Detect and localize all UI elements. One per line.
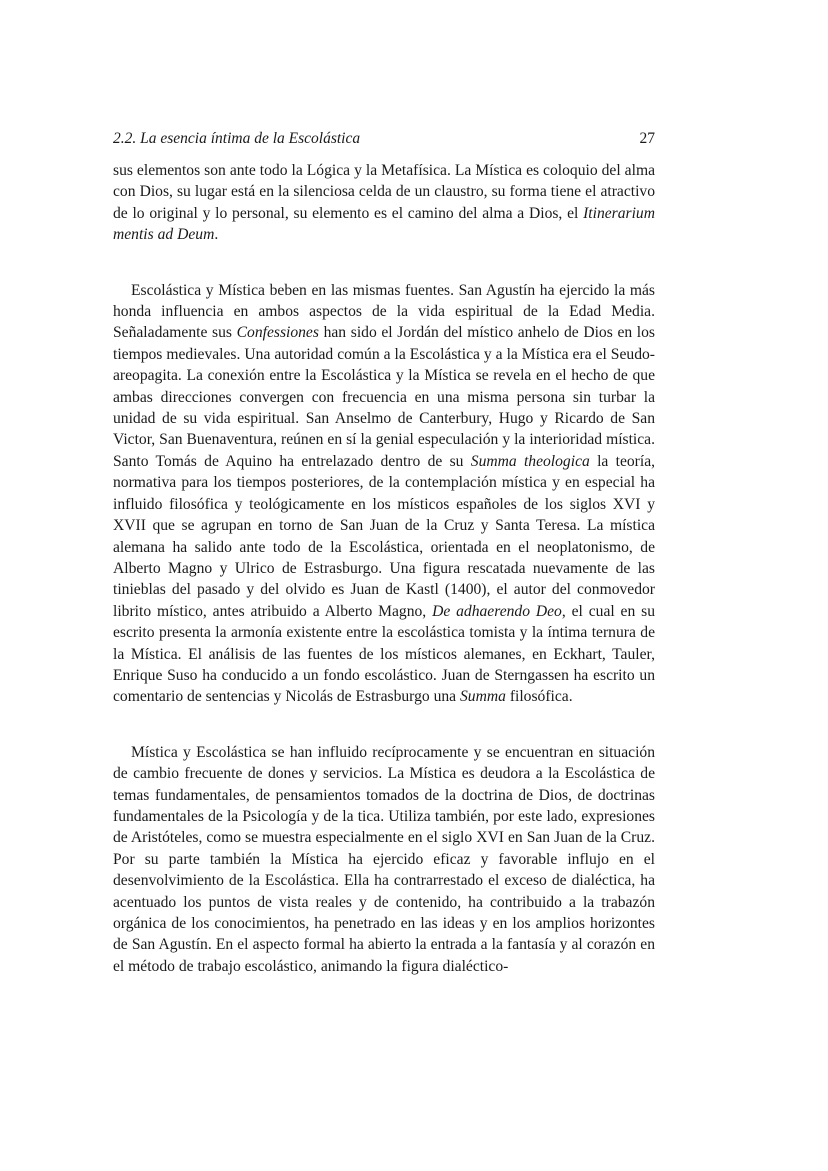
text-run: sus elementos son ante todo la Lógica y la Metafísica. La Mística es coloquio del alma con Dios, su lugar está en la silenciosa celda de un claustro, su forma tiene el atractivo de lo original y lo personal, su elemento es el camino del alma a Dios, el	[113, 162, 655, 222]
italic-term: Confessiones	[236, 324, 319, 342]
italic-term: Summa theologica	[470, 452, 590, 470]
italic-term: Itinerarium mentis ad Deum	[113, 204, 655, 244]
italic-term: Summa	[460, 688, 506, 706]
section-title: 2.2. La esencia íntima de la Escolástica	[113, 130, 361, 147]
text-run: .	[214, 226, 219, 244]
page	[113, 130, 655, 977]
text-run: han sido el Jordán del místico anhelo de Dios en los tiempos medievales. Una autoridad común a la Escolástica y a la Mística era el Seudo-areopagita. La conexión entre la Escolástica y la Mística se revela en el hecho de que ambas direcciones convergen con frecuencia en una misma persona sin turbar la unidad de su vida espiritual. San Anselmo de Canterbury, Hugo y Ricardo de San Victor, San Buenaventura, reúnen en sí la genial especulación y la interioridad mística. Santo Tomás de Aquino ha entrelazado dentro de su	[113, 324, 656, 470]
italic-term: De adhaerendo Deo	[432, 602, 562, 620]
paragraph-2	[113, 280, 655, 708]
running-header	[113, 130, 655, 148]
text-run: Escolástica y Mística beben en las mismas fuentes. San Agustín ha ejercido la más honda influencia en ambos aspectos de la vida espiritual de la Edad Media. Señaladamente sus	[113, 281, 655, 342]
text-run: la teoría, normativa para los tiempos posteriores, de la contemplación mística y en especial ha influido filosófica y teológicamente en los místicos españoles de los siglos XVI y XVII que se agrupan en torno de San Juan de la Cruz y Santa Teresa. La mística alemana ha salido ante todo de la Escolástica, orientada en el neoplatonismo, de Alberto Magno y Ulrico de Estrasburgo. Una figura rescatada nuevamente de las tinieblas del pasado y del olvido es Juan de Kastl (1400), el autor del conmovedor librito místico, antes atribuido a Alberto Magno,	[113, 452, 656, 620]
body-text	[113, 160, 655, 977]
text-run: filosófica.	[505, 688, 573, 706]
text-run: Mística y Escolástica se han influido recíprocamente y se encuentran en situación de cambio frecuente de dones y servicios. La Mística es deudora a la Escolástica de temas fundamentales, de pensamientos tomados de la doctrina de Dios, de doctrinas fundamentales de la Psicología y de la tica. Utiliza también, por este lado, expresiones de Aristóteles, como se muestra especialmente en el siglo XVI en San Juan de la Cruz. Por su parte también la Mística ha ejercido eficaz y favorable influjo en el desenvolvimiento de la Escolástica. Ella ha contrarrestado el exceso de dialéctica, ha acentuado los puntos de vista reales y de contenido, ha contribuido a la trabazón orgánica de los conocimientos, ha penetrado en las ideas y en los amplios horizontes de San Agustín. En el aspecto formal ha abierto la entrada a la fantasía y al corazón en el método de trabajo escolástico, animando la figura dialéctico-	[113, 743, 655, 975]
text-run: , el cual en su escrito presenta la armonía existente entre la escolástica tomista y la íntima ternura de la Mística. El análisis de las fuentes de los místicos alemanes, en Eckhart, Tauler, Enrique Suso ha conducido a un fondo escolástico. Juan de Sterngassen ha escrito un comentario de sentencias y Nicolás de Estrasburgo una	[113, 602, 656, 706]
page-number: 27	[639, 130, 655, 147]
paragraph-1	[113, 160, 655, 246]
paragraph-3	[113, 742, 655, 977]
